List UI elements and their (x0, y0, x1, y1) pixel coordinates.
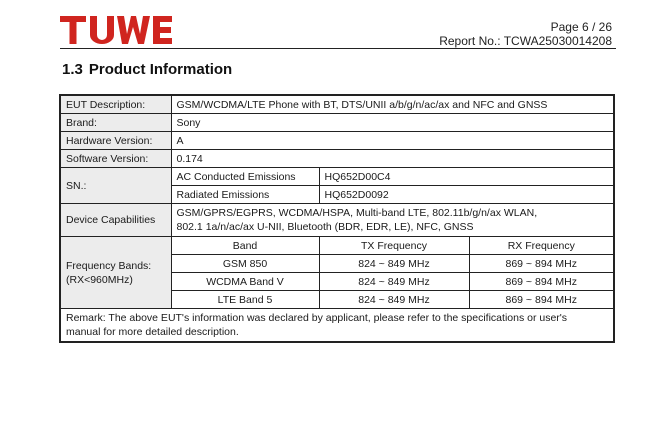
sn-type-radiated: Radiated Emissions (171, 186, 319, 204)
device-capabilities-value (171, 204, 614, 237)
software-version-value: 0.174 (171, 150, 614, 168)
rx-frequency-cell: 869 ~ 894 MHz (469, 291, 614, 309)
table-row (60, 204, 614, 237)
capabilities-line-2: 802.1 1a/n/ac/ax U-NII, Bluetooth (BDR, EDR, LE), NFC, GNSS (176, 221, 474, 233)
brand-value: Sony (171, 114, 614, 132)
frequency-bands-label-line-1: Frequency Bands: (66, 259, 152, 272)
table-row (60, 237, 614, 255)
frequency-bands-label-line-2: (RX<960MHz) (66, 273, 133, 286)
band-cell: WCDMA Band V (171, 273, 319, 291)
table-row (60, 114, 614, 132)
table-row (60, 95, 614, 114)
table-row (60, 309, 614, 343)
sn-value-radiated: HQ652D0092 (319, 186, 614, 204)
brand-label: Brand: (60, 114, 171, 132)
hardware-version-value: A (171, 132, 614, 150)
tx-frequency-cell: 824 ~ 849 MHz (319, 291, 469, 309)
remark-line-2: manual for more detailed description. (66, 326, 239, 338)
sn-label: SN.: (60, 168, 171, 204)
eut-description-label: EUT Description: (60, 95, 171, 114)
capabilities-line-1: GSM/GPRS/EGPRS, WCDMA/HSPA, Multi-band LTE, 802.11b/g/n/ax WLAN, (176, 207, 538, 219)
band-cell: LTE Band 5 (171, 291, 319, 309)
tx-frequency-cell: 824 ~ 849 MHz (319, 273, 469, 291)
header-divider (60, 48, 616, 49)
rx-frequency-cell: 869 ~ 894 MHz (469, 273, 614, 291)
frequency-bands-label (60, 237, 171, 309)
device-capabilities-label: Device Capabilities (60, 204, 171, 237)
section-number: 1.3 (62, 61, 83, 78)
remark-line-1: Remark: The above EUT's information was declared by applicant, please refer to the specifications or user's (66, 312, 568, 324)
tx-frequency-header: TX Frequency (319, 237, 469, 255)
remark-cell (60, 309, 614, 343)
band-header: Band (171, 237, 319, 255)
tx-frequency-cell: 824 ~ 849 MHz (319, 255, 469, 273)
rx-frequency-cell: 869 ~ 894 MHz (469, 255, 614, 273)
hardware-version-label: Hardware Version: (60, 132, 171, 150)
report-number: Report No.: TCWA25030014208 (439, 34, 612, 48)
table-row (60, 150, 614, 168)
software-version-label: Software Version: (60, 150, 171, 168)
eut-description-value: GSM/WCDMA/LTE Phone with BT, DTS/UNII a/b/g/n/ac/ax and NFC and GNSS (171, 95, 614, 114)
product-info-table (59, 94, 615, 343)
sn-type-ac: AC Conducted Emissions (171, 168, 319, 186)
table-row (60, 168, 614, 186)
page-number: Page 6 / 26 (550, 20, 612, 34)
section-heading (62, 61, 232, 78)
band-cell: GSM 850 (171, 255, 319, 273)
section-title-text: Product Information (88, 61, 233, 78)
company-logo (60, 14, 172, 46)
rx-frequency-header: RX Frequency (469, 237, 614, 255)
table-row (60, 132, 614, 150)
sn-value-ac: HQ652D00C4 (319, 168, 614, 186)
